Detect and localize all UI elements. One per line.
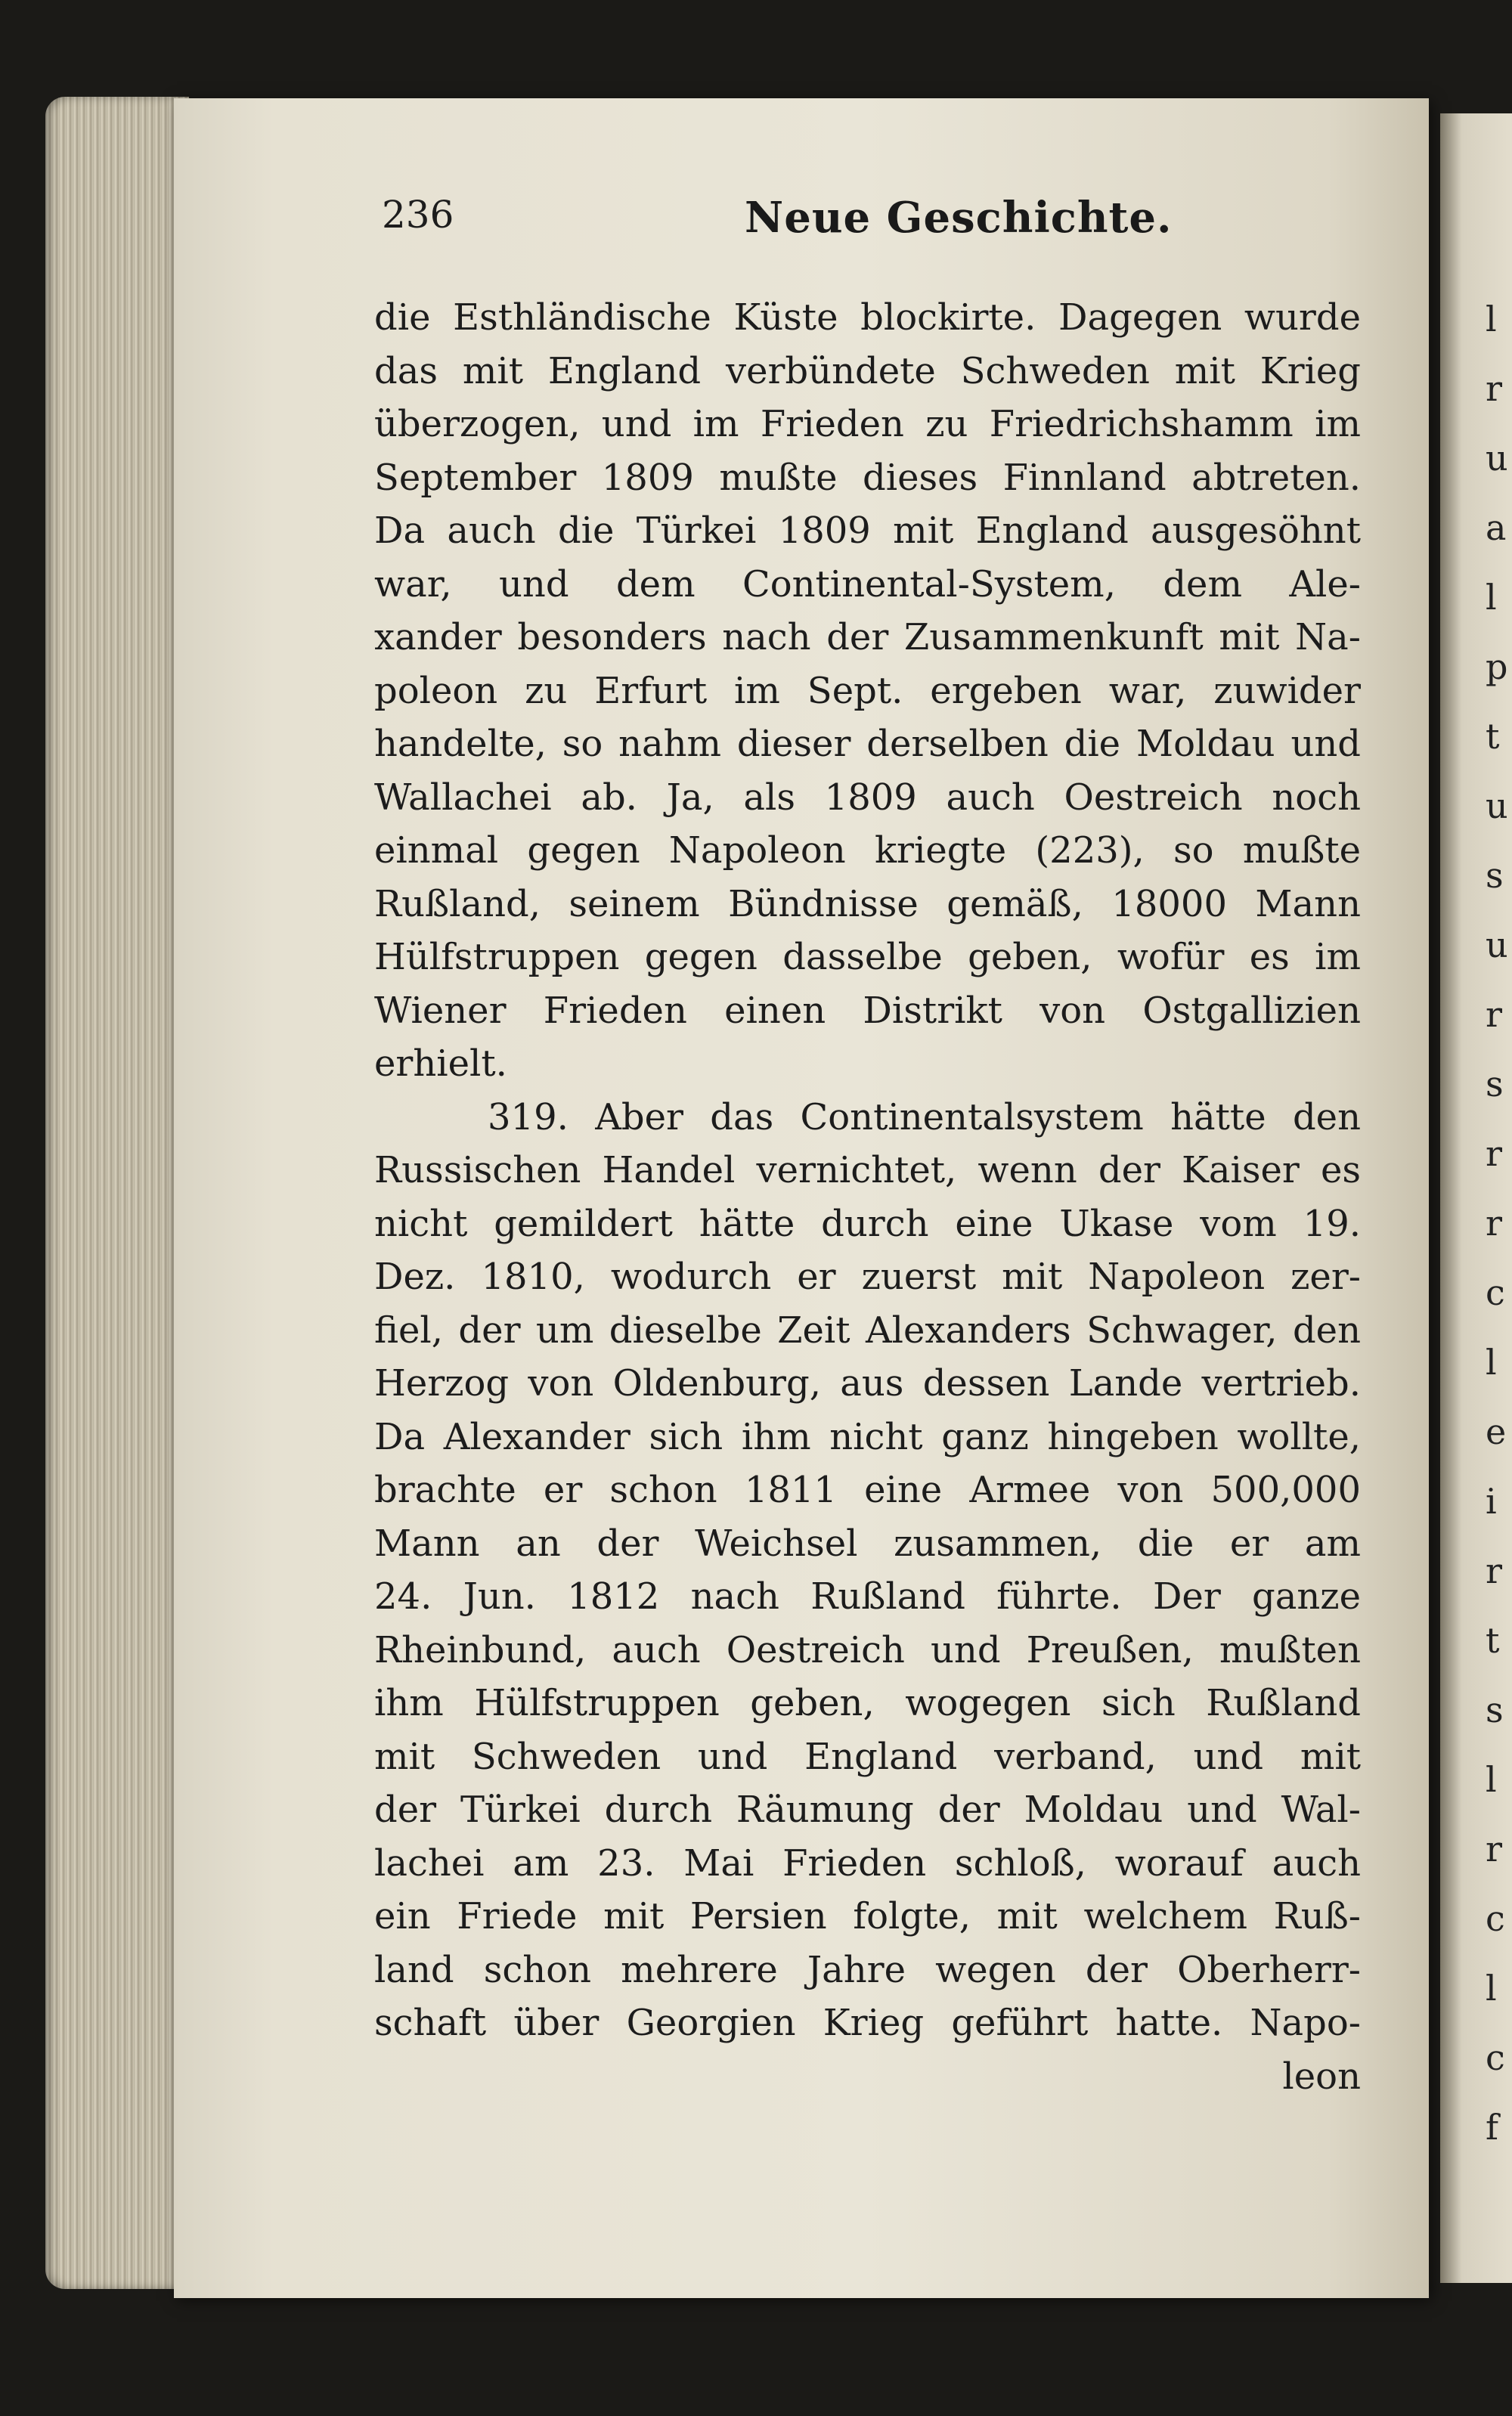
text-line: einmal gegen Napoleon kriegte (223), so mußte [374,829,1361,872]
text-line: überzogen, und im Frieden zu Friedrichshamm im [374,403,1361,445]
facing-page-letter: l [1486,1968,1497,2009]
text-line: der Türkei durch Räumung der Moldau und Wal- [374,1789,1361,1831]
running-title: Neue Geschichte. [745,193,1173,243]
text-line: lachei am 23. Mai Frieden schloß, worauf auch [374,1841,1361,1885]
text-line: 24. Jun. 1812 nach Rußland führte. Der ganze [374,1575,1361,1618]
text-line: erhielt. [374,1042,507,1085]
text-line: Da Alexander sich ihm nicht ganz hingeben wollte, [374,1415,1361,1458]
text-line: war, und dem Continental-System, dem Ale- [374,562,1361,606]
facing-page-letter: s [1486,1690,1504,1730]
text-line: das mit England verbündete Schweden mit Krieg [374,349,1361,392]
facing-page-letter: f [1486,2107,1499,2148]
text-line: Rußland, seinem Bündnisse gemäß, 18000 Mann [374,882,1361,925]
body-text [374,291,1361,2103]
facing-page-letter: l [1486,1759,1497,1800]
facing-page-letter: r [1486,1203,1502,1244]
facing-page-letter: s [1486,855,1504,896]
facing-page-letter: u [1486,785,1508,826]
text-line: Wiener Frieden einen Distrikt von Ostgallizien [374,989,1361,1032]
facing-page-letter: c [1486,1898,1505,1939]
text-line: handelte, so nahm dieser derselben die Moldau und [374,723,1361,765]
text-line: ihm Hülfstruppen geben, wogegen sich Rußland [374,1682,1361,1724]
facing-page-letter: r [1486,1133,1502,1174]
text-line: schaft über Georgien Krieg geführt hatte. Napo- [374,2002,1361,2044]
text-line: September 1809 mußte dieses Finnland abtreten. [374,456,1361,499]
facing-page-letter: l [1486,1342,1497,1383]
facing-page-letter: e [1486,1411,1507,1452]
text-line: Herzog von Oldenburg, aus dessen Lande vertrieb. [374,1362,1361,1405]
facing-page-letter: c [1486,2037,1505,2078]
text-line: fiel, der um dieselbe Zeit Alexanders Schwager, den [374,1309,1361,1352]
facing-page-letter: i [1486,1481,1497,1522]
text-line: ein Friede mit Persien folgte, mit welchem Ruß- [374,1895,1361,1937]
paragraph-start-line: 319. Aber das Continentalsystem hätte den [488,1095,1361,1138]
facing-page-letter: p [1486,646,1508,687]
facing-page-letter: c [1486,1272,1505,1313]
text-line: poleon zu Erfurt im Sept. ergeben war, zuwider [374,669,1361,712]
facing-page-letter: t [1486,1620,1500,1661]
catchword: leon [1282,2055,1361,2098]
facing-page-letter: r [1486,994,1502,1035]
text-line: die Esthländische Küste blockirte. Dagegen wurde [374,296,1361,339]
text-line: Russischen Handel vernichtet, wenn der Kaiser es [374,1149,1361,1191]
text-line: brachte er schon 1811 eine Armee von 500,000 [374,1469,1361,1511]
text-line: land schon mehrere Jahre wegen der Oberherr- [374,1948,1361,1991]
page-edges [45,97,189,2289]
text-line: mit Schweden und England verband, und mit [374,1735,1361,1778]
facing-page-letter: s [1486,1064,1504,1104]
text-line: Mann an der Weichsel zusammen, die er am [374,1522,1361,1565]
page-header [382,193,1349,253]
facing-page-letter: a [1486,507,1507,548]
facing-page-letter: u [1486,925,1508,965]
facing-page-letter: l [1486,299,1497,339]
facing-page-letter: t [1486,716,1500,757]
facing-page-letter: r [1486,368,1502,409]
text-line: Wallachei ab. Ja, als 1809 auch Oestreich noch [374,776,1361,819]
facing-page-letter: u [1486,438,1508,479]
page-number: 236 [382,193,454,237]
text-line: Hülfstruppen gegen dasselbe geben, wofür es im [374,936,1361,978]
facing-page-letter: r [1486,1550,1502,1591]
text-line: xander besonders nach der Zusammenkunft mit Na- [374,616,1361,658]
text-line: Da auch die Türkei 1809 mit England ausgesöhnt [374,510,1361,552]
text-line: nicht gemildert hätte durch eine Ukase vom 19. [374,1202,1361,1245]
facing-page-letter: l [1486,577,1497,618]
text-line: Rheinbund, auch Oestreich und Preußen, mußten [374,1628,1361,1671]
facing-page-letter: r [1486,1829,1502,1869]
text-line: Dez. 1810, wodurch er zuerst mit Napoleon zer- [374,1256,1361,1298]
